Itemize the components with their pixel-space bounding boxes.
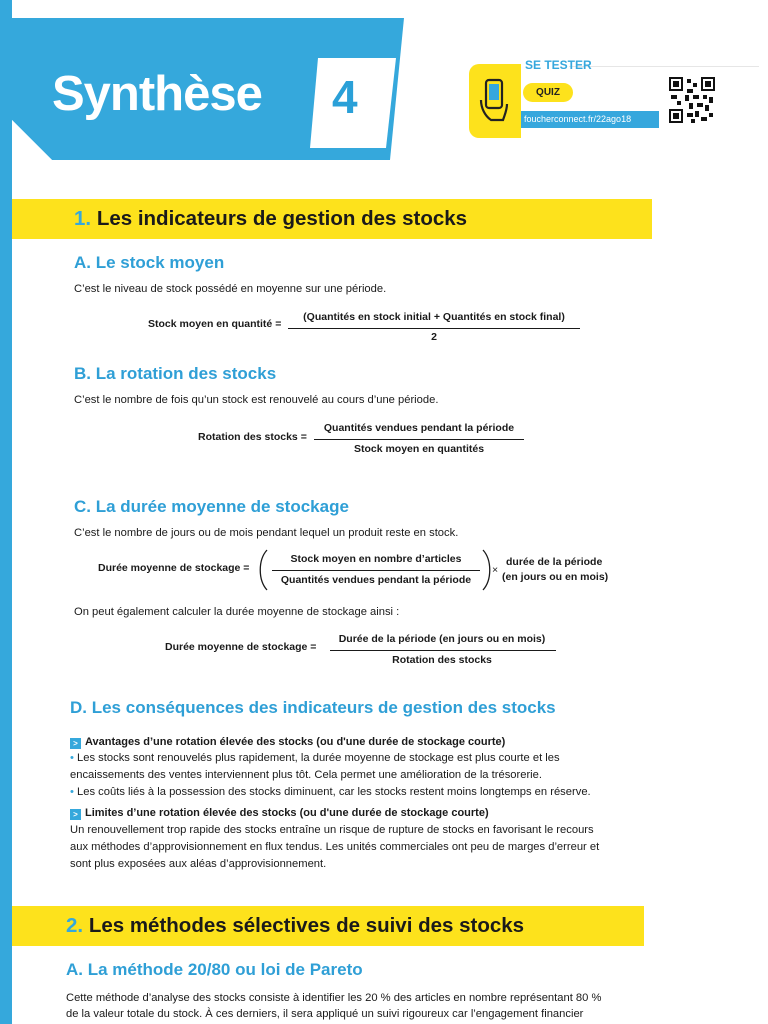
formula-duree-right-line1: durée de la période: [506, 556, 603, 568]
formula-rotation-denominator: Stock moyen en quantités: [353, 443, 485, 455]
formula-duree2-numerator: Durée de la période (en jours ou en mois): [338, 633, 546, 645]
arrow-icon: >: [70, 738, 81, 749]
subsection-1b-text: C’est le nombre de fois qu’un stock est renouvelé au cours d’une période.: [74, 394, 439, 406]
bullet-icon: •: [70, 752, 78, 764]
limits-text-line1: Un renouvellement trop rapide des stocks entraîne un risque de rupture de stocks en favorisant le recours: [70, 824, 594, 836]
fraction-line: [330, 650, 556, 651]
subsection-1a-text: C’est le niveau de stock possédé en moyenne sur une période.: [74, 283, 387, 295]
bullet-icon: •: [70, 786, 78, 798]
qr-code-icon[interactable]: [669, 77, 715, 123]
formula-stock-moyen-label: Stock moyen en quantité =: [148, 318, 282, 330]
quiz-badge: [469, 64, 521, 138]
formula-rotation-numerator: Quantités vendues pendant la période: [323, 422, 515, 434]
formula-rotation-label: Rotation des stocks =: [198, 431, 307, 443]
limits-text-line2: aux méthodes d’approvisionnement en flux tendus. Les unités commerciales ont peu de marges d’erreur et: [70, 841, 600, 853]
subsection-1b-title: B. La rotation des stocks: [74, 364, 277, 383]
subsection-1c-text: C’est le nombre de jours ou de mois pendant lequel un produit reste en stock.: [74, 527, 459, 539]
formula-duree-right-line2: (en jours ou en mois): [502, 571, 609, 583]
multiply-sign: ×: [492, 564, 499, 576]
subsection-2a-title: A. La méthode 20/80 ou loi de Pareto: [66, 960, 363, 979]
formula-duree2-denominator: Rotation des stocks: [392, 654, 492, 666]
quiz-label: SE TESTER: [525, 58, 592, 72]
section-1-title: 1. Les indicateurs de gestion des stocks: [74, 207, 468, 230]
chapter-number: 4: [332, 71, 358, 123]
advantages-bullet-2: • Les coûts liés à la possession des stocks diminuent, car les stocks restent moins longtemps en réserve.: [70, 786, 591, 798]
arrow-icon: >: [70, 809, 81, 820]
formula-stock-moyen-denominator: 2: [431, 331, 437, 343]
formula-duree-numerator: Stock moyen en nombre d’articles: [290, 553, 462, 565]
section-2-title: 2. Les méthodes sélectives de suivi des stocks: [66, 914, 525, 937]
quiz-divider: [569, 66, 759, 67]
fraction-line: [272, 570, 480, 571]
subsection-2a-text-line1: Cette méthode d’analyse des stocks consiste à identifier les 20 % des articles en nombre représentant 80 %: [66, 992, 602, 1004]
page-title: Synthèse: [52, 67, 262, 121]
formula-duree-label: Durée moyenne de stockage =: [98, 562, 250, 574]
subsection-1c-text2: On peut également calculer la durée moyenne de stockage ainsi :: [74, 606, 400, 618]
limits-text-line3: sont plus exposées aux aléas d’approvisionnement.: [70, 858, 327, 870]
phone-hand-icon: [477, 78, 511, 122]
advantages-bullet-1: • Les stocks sont renouvelés plus rapidement, la durée moyenne de stockage est plus courte et les: [70, 752, 560, 764]
formula-duree-denominator: Quantités vendues pendant la période: [280, 574, 472, 586]
subsection-1c-title: C. La durée moyenne de stockage: [74, 497, 349, 516]
advantages-bullet-1-cont: encaissements des ventes interviennent plus tôt. Cela permet une amélioration de la trésorerie.: [70, 769, 542, 781]
quiz-link[interactable]: foucherconnect.fr/22ago18: [521, 111, 659, 128]
quiz-button[interactable]: QUIZ: [523, 83, 573, 102]
formula-stock-moyen-numerator: (Quantités en stock initial + Quantités en stock final): [303, 311, 565, 323]
left-accent-bar: [0, 0, 12, 1024]
fraction-line: [314, 439, 524, 440]
quiz-box[interactable]: [469, 58, 759, 142]
limits-heading: > Limites d’une rotation élevée des stocks (ou d'une durée de stockage courte): [70, 805, 489, 821]
subsection-1d-title: D. Les conséquences des indicateurs de gestion des stocks: [70, 698, 556, 717]
subsection-1a-title: A. Le stock moyen: [74, 253, 225, 272]
fraction-line: [288, 328, 580, 329]
advantages-heading: > Avantages d’une rotation élevée des stocks (ou d'une durée de stockage courte): [70, 734, 505, 750]
formula-duree2-label: Durée moyenne de stockage =: [165, 641, 317, 653]
subsection-2a-text-line2: de la valeur totale du stock. À ces derniers, il sera appliqué un suivi rigoureux car l’engagement financier: [66, 1008, 584, 1020]
